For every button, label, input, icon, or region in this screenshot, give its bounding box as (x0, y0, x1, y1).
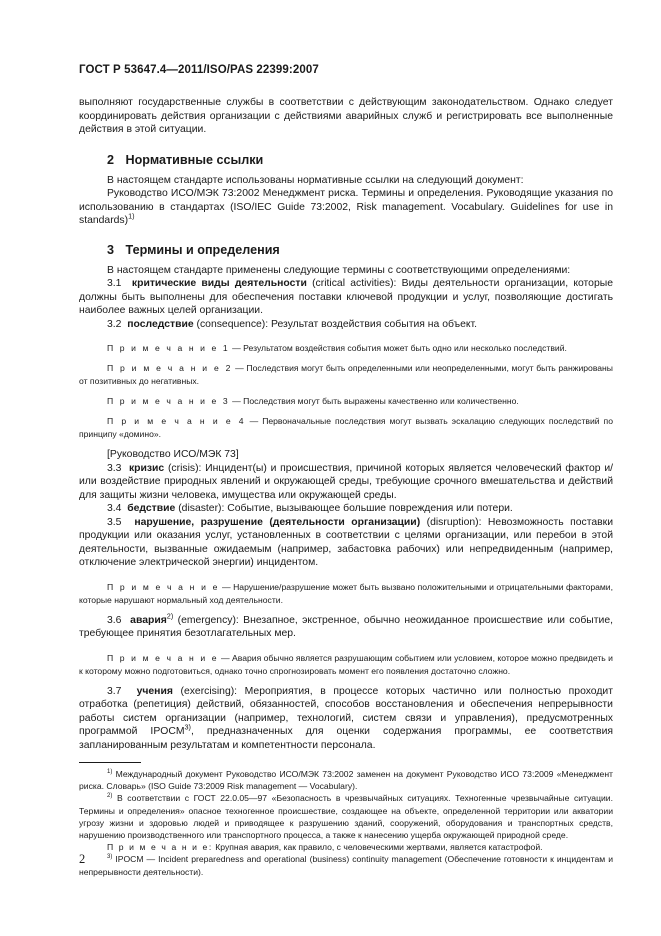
term-3-5 (79, 516, 613, 570)
term-3-7-definition-part-2: , предназначенных для оценки содержания программы, ее соответствия запланированным результатам и компетентности персонала. (79, 726, 613, 751)
term-3-2-note-2 (79, 362, 613, 388)
note-text: Крупная авария, как правило, с человеческими жертвами, является катастрофой. (212, 842, 543, 853)
term-3-6 (79, 611, 613, 641)
term-3-4-english: (disaster): (175, 503, 225, 514)
intro-paragraph: выполняют государственные службы в соответствии с действующим законодательством. Однако следует координировать действия организации с действиями аварийных служб и регистрировать все выполненные действия в этой ситуации. (79, 97, 613, 135)
term-3-2-note-3 (79, 395, 613, 408)
term-3-6-note (79, 652, 613, 678)
page-number: 2 (79, 852, 86, 866)
note-label: П р и м е ч а н и е 4 (107, 416, 246, 426)
note-label: П р и м е ч а н и е 1 (107, 343, 230, 353)
term-3-3-english: (crisis): (164, 462, 202, 474)
section-2-paragraph-2 (79, 187, 613, 228)
term-3-5-term: нарушение, разрушение (деятельности организации) (134, 516, 421, 528)
section-2-paragraph-2-text: Руководство ИСО/МЭК 73:2002 Менеджмент риска. Термины и определения. Руководящие указания по использованию в стандартах (ISO/IEC Guide 73:2002, Risk management. Vocabulary. Guidelines for use in standards) (79, 188, 613, 226)
footnote-separator (79, 762, 141, 763)
footnote-2-text: В соответствии с ГОСТ 22.0.05—97 «Безопасность в чрезвычайных ситуациях. Техногенные чрезвычайные ситуации. Термины и определения» опасное техногенное происшествие, создающее на объекте, определенной территории или акватории угрозу жизни и здоровью людей и приводящее к разрушению зданий, сооружений, оборудования и транспортных средств, нарушению производственного или транспортного процесса, а также к нанесению ущерба окружающей природной среде. (79, 793, 613, 841)
term-3-7 (79, 685, 613, 753)
footnote-1-marker: 1) (107, 769, 113, 776)
section-3-paragraph-1: В настоящем стандарте применены следующие термины с соответствующими определениями: (107, 264, 571, 276)
term-3-1-number: 3.1 (107, 278, 122, 289)
term-3-2-reference: [Руководство ИСО/МЭК 73] (107, 449, 239, 460)
note-text: — Первоначальные последствия могут вызвать эскалацию следующих последствий по принципу «домино». (79, 416, 613, 439)
term-3-2-english: (consequence): (193, 318, 269, 330)
footnote-3 (79, 853, 613, 877)
section-2-number: 2 (107, 152, 115, 167)
footnote-ref-3: 3) (184, 722, 191, 732)
term-3-1-definition: Виды деятельности организации, которые должны быть выполнены для обеспечения поставки ключевой продукции и услуг, позволяющие достигать наиболее важных целей организации. (79, 278, 613, 316)
section-3-number: 3 (107, 242, 115, 257)
note-text: — Авария обычно является разрушающим событием или условием, которое можно предвидеть и к которому можно подготовиться, однако точно спрогнозировать момент его появления достаточно сложно. (79, 652, 613, 676)
term-3-3-term: кризис (128, 462, 165, 474)
term-3-1-english: (critical activities): (306, 278, 397, 289)
section-2-heading (107, 153, 613, 167)
footnote-1-text: Международный документ Руководство ИСО/МЭК 73:2002 заменен на документ Руководство ИСО 73:2009 «Менеджмент риска. Словарь» (ISO Guide 73:2009 Risk management — Vocabulary). (79, 769, 613, 792)
footnote-1 (79, 768, 613, 792)
footnote-2-note (79, 841, 613, 853)
term-3-6-definition: Внезапное, экстренное, обычно неожиданное происшествие или событие, требующее принятия безотлагательных мер. (79, 614, 613, 639)
term-3-7-definition-part-1: Мероприятия, в процессе которых частично или полностью проходит отработка (репетиция) действий, обязанностей, способов восстановления и обеспечения непрерывности работы систем организации (например, технологий, систем связи и управления), предусмотренных программой IPOCM (79, 685, 613, 737)
note-label: П р и м е ч а н и е: (107, 842, 213, 853)
term-3-4-term: бедствие (127, 503, 176, 514)
document-header: ГОСТ Р 53647.4—2011/ISO/PAS 22399:2007 (79, 64, 319, 76)
note-text: — Последствия могут быть выражены качественно или количественно. (229, 396, 519, 406)
footnote-3-marker: 3) (107, 854, 113, 861)
note-text: — Последствия могут быть определенными или неопределенными, могут быть ранжированы от позитивных до негативных. (79, 363, 613, 386)
term-3-3-number: 3.3 (107, 462, 122, 474)
footnote-2-marker: 2) (107, 793, 113, 800)
note-label: П р и м е ч а н и е 2 (107, 363, 233, 373)
term-3-3 (79, 462, 613, 503)
note-text: — Результатом воздействия события может быть одно или несколько последствий. (229, 343, 567, 353)
term-3-4-definition: Событие, вызывающее большие повреждения или потери. (224, 503, 513, 514)
term-3-6-number: 3.6 (107, 614, 122, 626)
section-2-title: Нормативные ссылки (125, 152, 264, 167)
term-3-2-definition: Результат воздействия события на объект. (268, 318, 478, 330)
term-3-2-term: последствие (127, 318, 194, 330)
term-3-4-number: 3.4 (107, 503, 122, 514)
term-3-2 (79, 318, 613, 332)
note-text: — Нарушение/разрушение может быть вызвано положительными и отрицательными факторами, которые нарушают нормальный ход деятельности. (79, 581, 613, 605)
term-3-1-term: критические виды деятельности (131, 278, 307, 289)
term-3-7-english: (exercising): (172, 685, 238, 697)
section-2-paragraph-1: В настоящем стандарте использованы нормативные ссылки на следующий документ: (107, 174, 524, 186)
section-3-heading (107, 243, 613, 257)
term-3-6-term: авария (130, 614, 167, 626)
footnote-3-text: IPOCM — Incident preparedness and operational (business) continuity management (Обеспечение готовности к инцидентам и непрерывности деятельности). (79, 854, 613, 877)
footnote-ref-1: 1) (128, 211, 135, 221)
note-label: П р и м е ч а н и е (107, 581, 220, 592)
term-3-4 (79, 502, 613, 516)
note-label: П р и м е ч а н и е (107, 652, 219, 663)
footnote-ref-2: 2) (166, 611, 174, 621)
term-3-7-term: учения (136, 685, 173, 697)
page-content (79, 96, 613, 878)
term-3-7-number: 3.7 (107, 685, 122, 697)
term-3-5-number: 3.5 (107, 516, 122, 528)
term-3-2-note-1 (79, 342, 613, 355)
term-3-5-note (79, 581, 613, 607)
term-3-2-note-4 (79, 415, 613, 441)
footnote-2 (79, 792, 613, 841)
term-3-5-english: (disruption): (420, 516, 482, 528)
term-3-6-english: (emergency): (173, 614, 239, 626)
note-label: П р и м е ч а н и е 3 (107, 396, 230, 406)
term-3-3-definition: Инцидент(ы) и происшествия, причиной которых является человеческий фактор и/или воздействие природных явлений и окружающей среды, требующие срочного вмешательства и действий для защиты жизни человека, имущества или окружающей среды. (79, 462, 614, 501)
term-3-2-number: 3.2 (107, 318, 122, 330)
section-3-title: Термины и определения (125, 242, 280, 257)
term-3-1 (79, 277, 613, 318)
term-3-5-definition: Невозможность поставки продукции или оказания услуг, установленных в соответствии с целями организации, или перебои в этой деятельности, вызванные ожидаемым (например, забастовка рабочих) или непредвиденным (например, отключение электрической энергии) инцидентом. (79, 516, 614, 568)
